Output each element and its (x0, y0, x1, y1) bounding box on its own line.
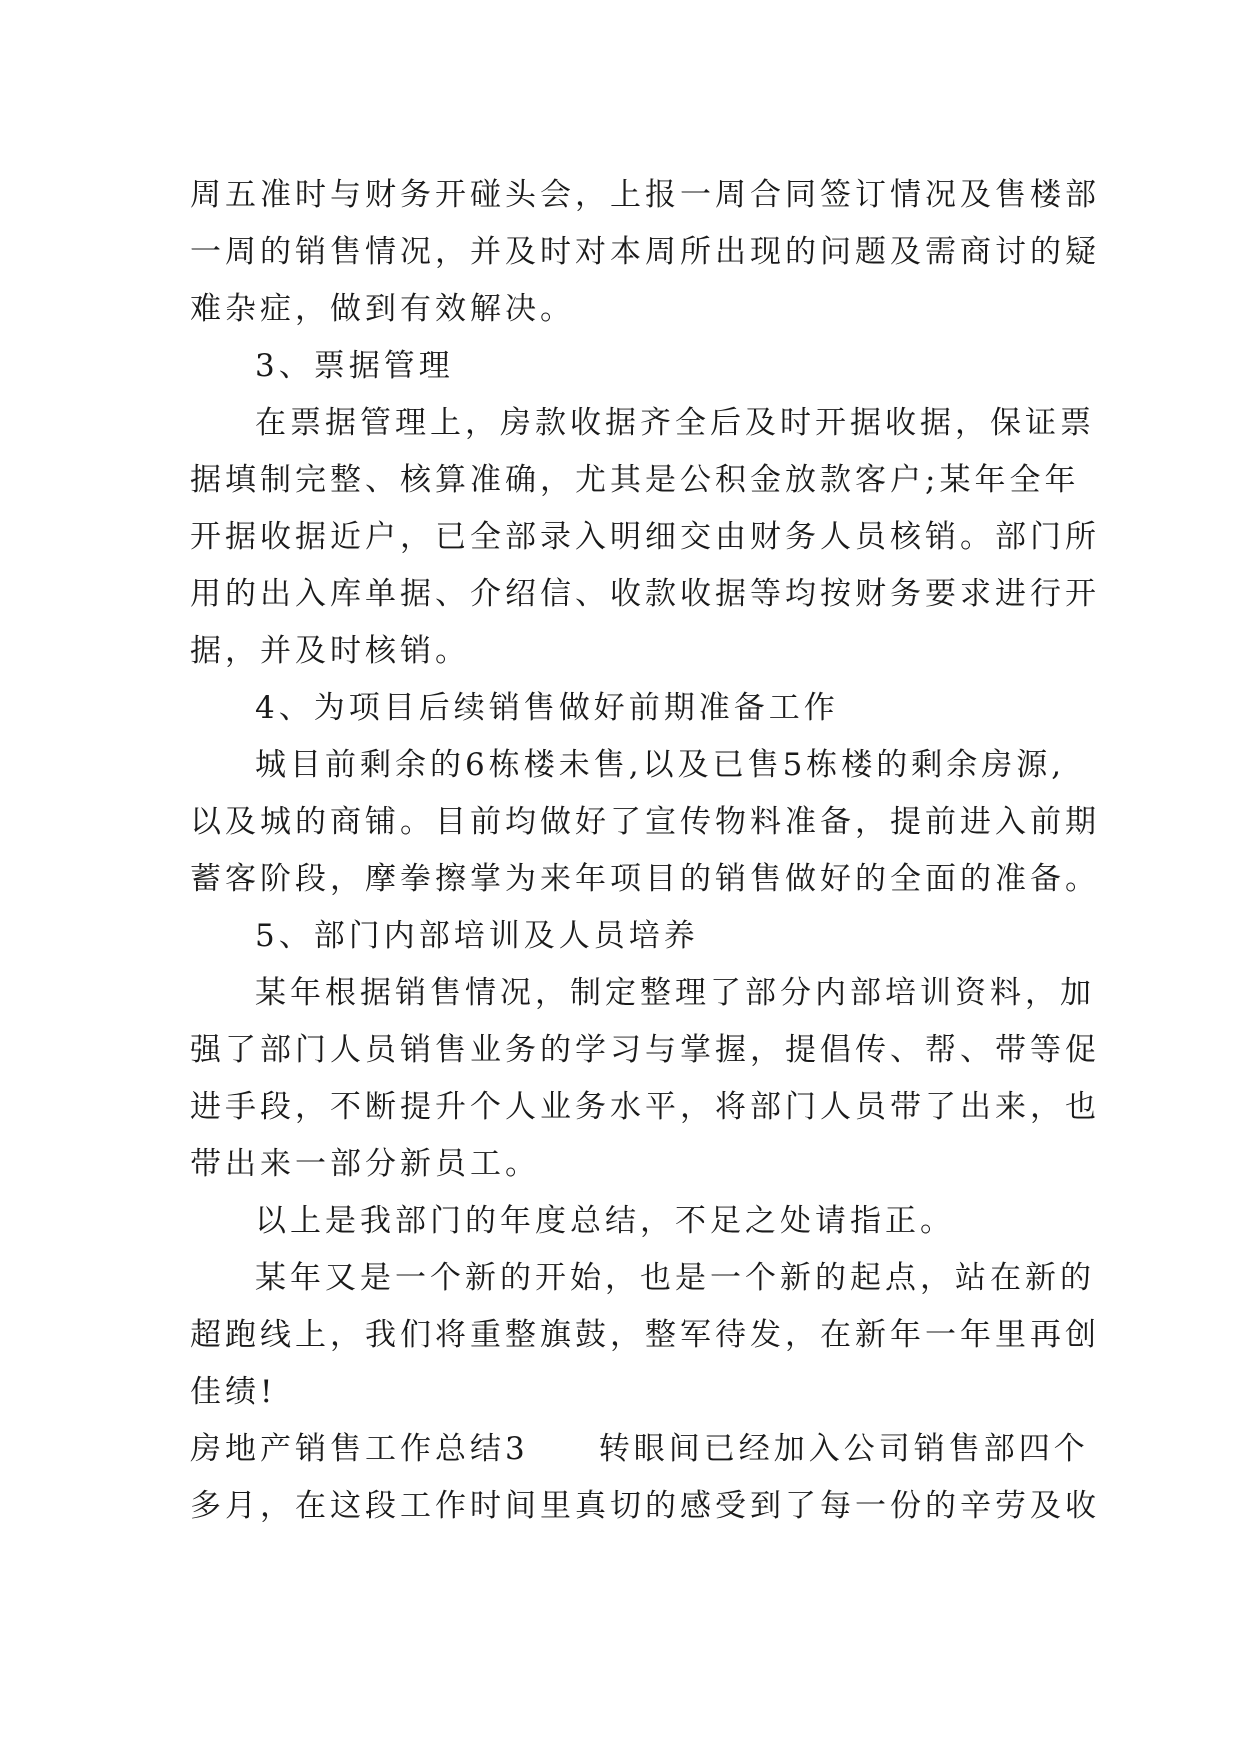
paragraph-line: 带出来一部分新员工。 (190, 1146, 540, 1182)
paragraph-line: 城目前剩余的6栋楼未售,以及已售5栋楼的剩余房源, (255, 747, 1066, 783)
paragraph-line: 周五准时与财务开碰头会，上报一周合同签订情况及售楼部 (190, 177, 1100, 213)
paragraph-line: 佳绩! (190, 1374, 277, 1410)
paragraph-line: 以上是我部门的年度总结，不足之处请指正。 (255, 1203, 955, 1239)
paragraph-line: 超跑线上，我们将重整旗鼓，整军待发，在新年一年里再创 (190, 1317, 1100, 1353)
paragraph-line: 某年又是一个新的开始，也是一个新的起点，站在新的 (255, 1260, 1095, 1296)
paragraph-line: 一周的销售情况，并及时对本周所出现的问题及需商讨的疑 (190, 234, 1100, 270)
paragraph-line: 开据收据近户，已全部录入明细交由财务人员核销。部门所 (190, 519, 1100, 555)
paragraph-line (190, 1429, 1089, 1469)
section-heading: 5、部门内部培训及人员培养 (255, 918, 699, 954)
paragraph-line: 蓄客阶段，摩拳擦掌为来年项目的销售做好的全面的准备。 (190, 861, 1100, 897)
article-intro: 转眼间已经加入公司销售部四个 (598, 1431, 1089, 1467)
paragraph-line: 强了部门人员销售业务的学习与掌握，提倡传、帮、带等促 (190, 1032, 1100, 1068)
paragraph-line: 据，并及时核销。 (190, 633, 470, 669)
paragraph-line: 以及城的商铺。目前均做好了宣传物料准备，提前进入前期 (190, 804, 1100, 840)
paragraph-line: 用的出入库单据、介绍信、收款收据等均按财务要求进行开 (190, 576, 1100, 612)
paragraph-line: 难杂症，做到有效解决。 (190, 291, 575, 327)
paragraph-line: 据填制完整、核算准确，尤其是公积金放款客户;某年全年 (190, 462, 1080, 498)
paragraph-line: 进手段，不断提升个人业务水平，将部门人员带了出来，也 (190, 1089, 1100, 1125)
article-title: 房地产销售工作总结3 (190, 1431, 529, 1467)
section-heading: 4、为项目后续销售做好前期准备工作 (255, 690, 839, 726)
section-heading: 3、票据管理 (255, 348, 454, 384)
paragraph-line: 某年根据销售情况，制定整理了部分内部培训资料，加 (255, 975, 1095, 1011)
paragraph-line: 在票据管理上，房款收据齐全后及时开据收据，保证票 (255, 405, 1095, 441)
paragraph-line: 多月，在这段工作时间里真切的感受到了每一份的辛劳及收 (190, 1488, 1100, 1524)
